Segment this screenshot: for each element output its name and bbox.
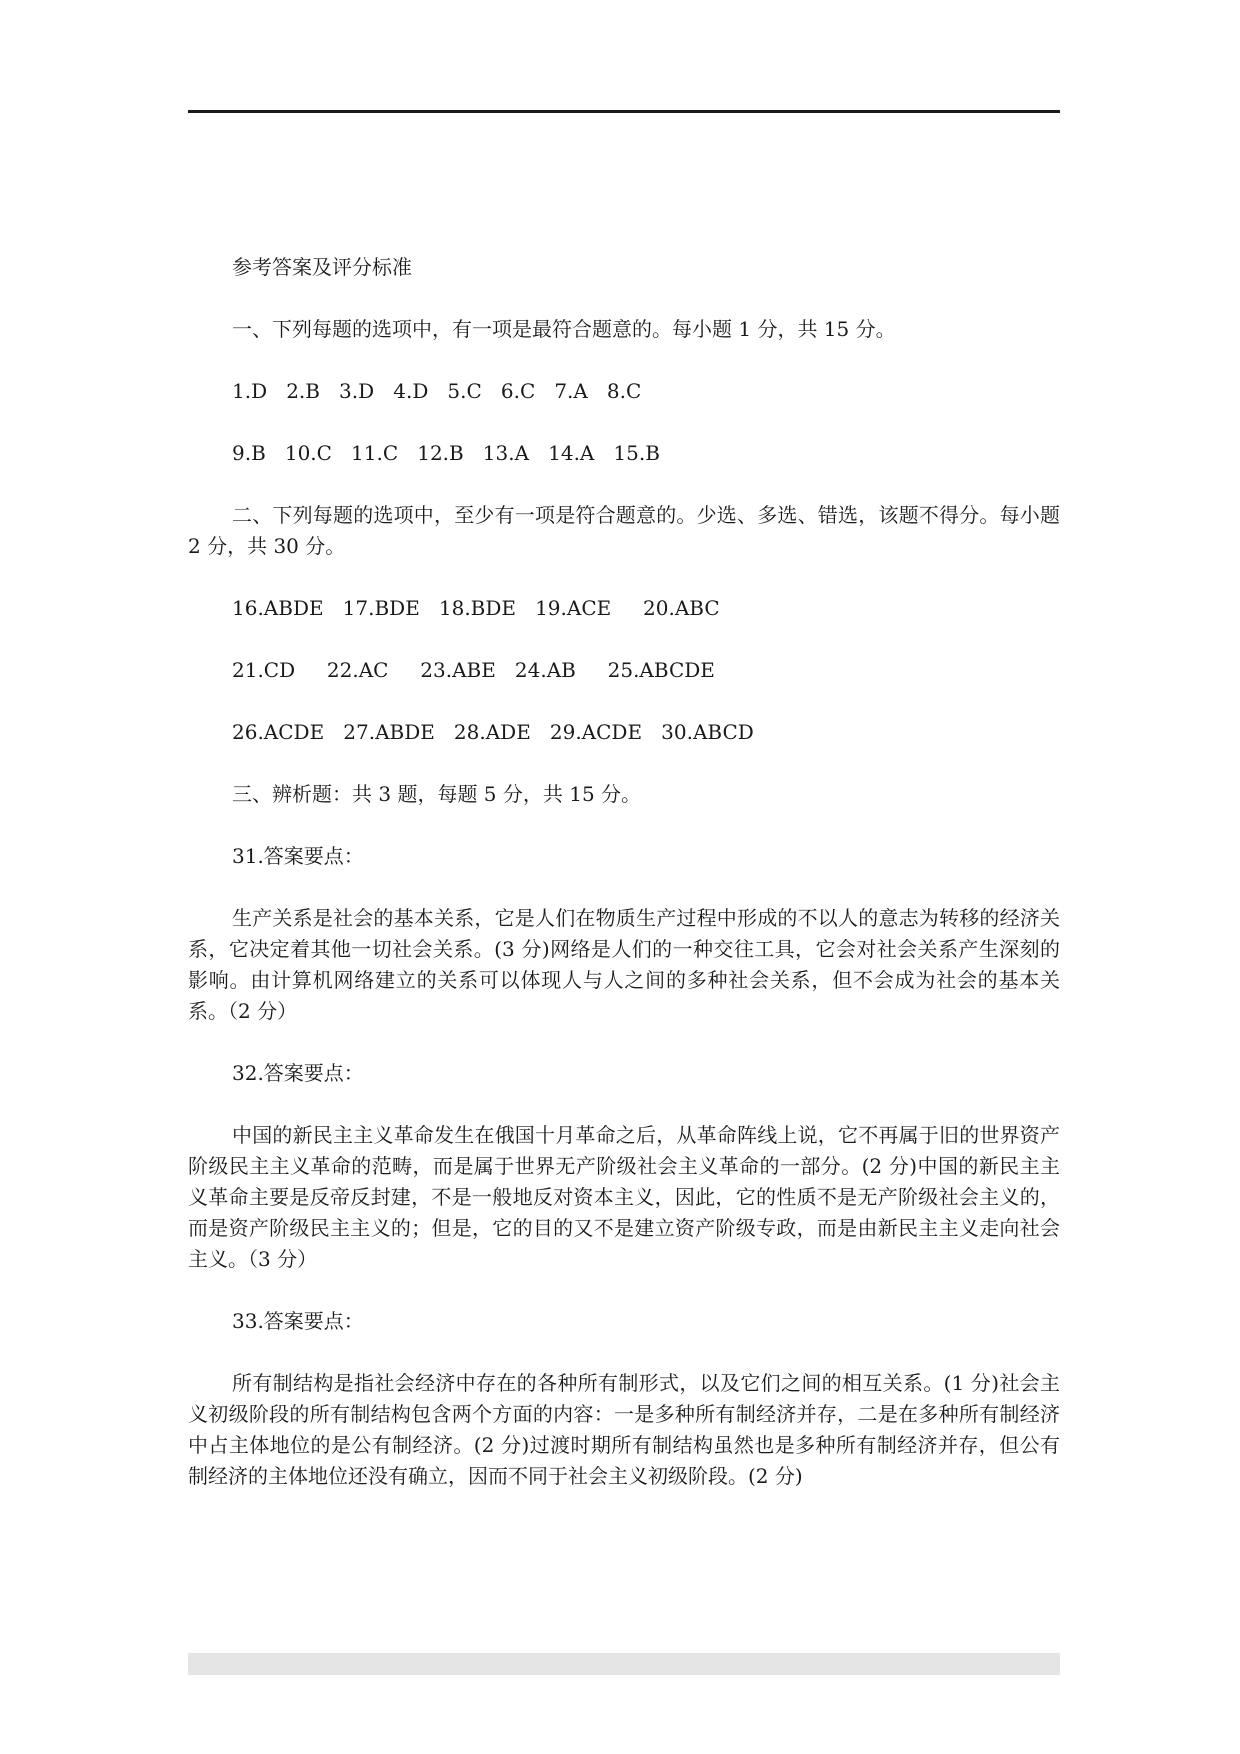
- section2-answers-row2: 21.CD 22.AC 23.ABE 24.AB 25.ABCDE: [232, 658, 715, 682]
- section3-heading: 三、辨析题：共 3 题，每题 5 分，共 15 分。: [232, 782, 642, 806]
- header-rule: [188, 110, 1060, 113]
- q31-label: 31.答案要点：: [232, 844, 364, 868]
- section1-answers-row2: 9.B 10.C 11.C 12.B 13.A 14.A 15.B: [232, 441, 660, 465]
- q33-answer: 所有制结构是指社会经济中存在的各种所有制形式，以及它们之间的相互关系。(1 分)社会主义初级阶段的所有制结构包含两个方面的内容：一是多种所有制经济并存，二是在多种所有制经济中占主体地位的是公有制经济。(2 分)过渡时期所有制结构虽然也是多种所有制经济并存，但公有制经济的主体地位还没有确立，因而不同于社会主义初级阶段。(2 分): [188, 1371, 1060, 1488]
- section1-heading: 一、下列每题的选项中，有一项是最符合题意的。每小题 1 分，共 15 分。: [232, 317, 896, 341]
- section2-answers-row1: 16.ABDE 17.BDE 18.BDE 19.ACE 20.ABC: [232, 596, 720, 620]
- q33-label: 33.答案要点：: [232, 1309, 364, 1333]
- q31-answer: 生产关系是社会的基本关系，它是人们在物质生产过程中形成的不以人的意志为转移的经济关系，它决定着其他一切社会关系。(3 分)网络是人们的一种交往工具，它会对社会关系产生深刻的影响。由计算机网络建立的关系可以体现人与人之间的多种社会关系，但不会成为社会的基本关系。（2 分）: [188, 906, 1060, 1023]
- section2-answers-row3: 26.ACDE 27.ABDE 28.ADE 29.ACDE 30.ABCD: [232, 720, 754, 744]
- q32-label: 32.答案要点：: [232, 1061, 364, 1085]
- answer-key: [188, 252, 1060, 1492]
- q32-answer: 中国的新民主主义革命发生在俄国十月革命之后，从革命阵线上说，它不再属于旧的世界资产阶级民主主义革命的范畴，而是属于世界无产阶级社会主义革命的一部分。(2 分)中国的新民主主义革命主要是反帝反封建，不是一般地反对资本主义，因此，它的性质不是无产阶级社会主义的，而是资产阶级民主主义的；但是，它的目的又不是建立资产阶级专政，而是由新民主主义走向社会主义。（3 分）: [188, 1123, 1060, 1271]
- footer-band: [188, 1653, 1060, 1675]
- section2-heading: 二、下列每题的选项中，至少有一项是符合题意的。少选、多选、错选，该题不得分。每小题 2 分，共 30 分。: [188, 503, 1060, 558]
- page-title: 参考答案及评分标准: [232, 255, 412, 279]
- section1-answers-row1: 1.D 2.B 3.D 4.D 5.C 6.C 7.A 8.C: [232, 379, 642, 403]
